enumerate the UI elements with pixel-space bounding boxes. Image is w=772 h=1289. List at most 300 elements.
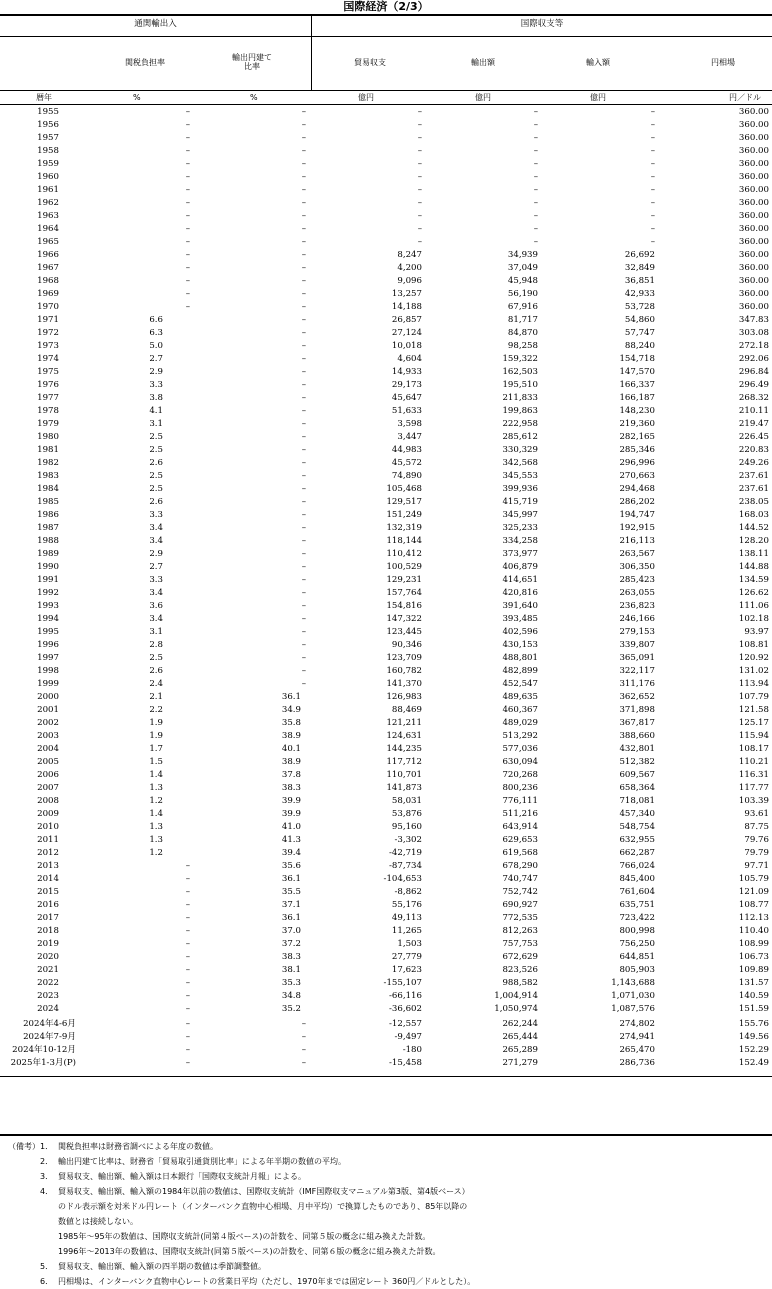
cell-year: 1963 bbox=[37, 211, 59, 221]
cell-yen-ratio: – bbox=[301, 146, 306, 156]
note-number: 1． bbox=[40, 1142, 54, 1151]
table-row bbox=[0, 665, 772, 678]
table-row bbox=[0, 340, 772, 353]
cell-tariff: – bbox=[185, 1045, 190, 1055]
cell-imports: 32,849 bbox=[624, 263, 655, 273]
cell-exports: 391,640 bbox=[502, 601, 538, 611]
cell-yen-ratio: 37.0 bbox=[281, 926, 301, 936]
cell-fx: 296.84 bbox=[738, 367, 769, 377]
cell-trade-balance: 123,445 bbox=[386, 627, 422, 637]
cell-year: 2013 bbox=[37, 861, 59, 871]
note-text: 貿易収支、輸出額、輸入額の四半期の数値は季節調整値。 bbox=[58, 1262, 266, 1271]
cell-yen-ratio: – bbox=[301, 1019, 306, 1029]
cell-yen-ratio: 36.1 bbox=[281, 874, 301, 884]
cell-fx: 121.58 bbox=[738, 705, 769, 715]
unit-yen-ratio: % bbox=[250, 93, 258, 102]
cell-yen-ratio: – bbox=[301, 302, 306, 312]
table-row bbox=[0, 769, 772, 782]
cell-tariff: 3.8 bbox=[149, 393, 163, 403]
cell-yen-ratio: – bbox=[301, 315, 306, 325]
cell-yen-ratio: – bbox=[301, 523, 306, 533]
note-text: 関税負担率は財務省調べによる年度の数値。 bbox=[58, 1142, 218, 1151]
cell-tariff: 2.5 bbox=[149, 653, 163, 663]
cell-exports: 414,651 bbox=[502, 575, 538, 585]
cell-tariff: – bbox=[185, 965, 190, 975]
cell-yen-ratio: – bbox=[301, 627, 306, 637]
cell-exports: 1,050,974 bbox=[494, 1004, 538, 1014]
cell-exports: 752,742 bbox=[502, 887, 538, 897]
cell-tariff: 2.9 bbox=[149, 367, 163, 377]
cell-yen-ratio: – bbox=[301, 562, 306, 572]
cell-imports: 294,468 bbox=[619, 484, 655, 494]
cell-exports: 488,801 bbox=[502, 653, 538, 663]
cell-fx: 220.83 bbox=[738, 445, 769, 455]
cell-fx: 360.00 bbox=[738, 211, 769, 221]
table-top-rule bbox=[0, 14, 772, 16]
cell-yen-ratio: – bbox=[301, 575, 306, 585]
cell-trade-balance: 110,412 bbox=[386, 549, 422, 559]
cell-trade-balance: 141,370 bbox=[386, 679, 422, 689]
cell-exports: 629,653 bbox=[502, 835, 538, 845]
cell-fx: 113.94 bbox=[738, 679, 769, 689]
cell-imports: 274,802 bbox=[619, 1019, 655, 1029]
cell-exports: 420,816 bbox=[502, 588, 538, 598]
cell-trade-balance: 13,257 bbox=[391, 289, 422, 299]
table-row bbox=[0, 119, 772, 132]
table-row bbox=[0, 834, 772, 847]
table-row bbox=[0, 795, 772, 808]
cell-imports: – bbox=[650, 120, 655, 130]
cell-year: 1980 bbox=[37, 432, 59, 442]
cell-year: 1961 bbox=[37, 185, 59, 195]
cell-tariff: – bbox=[185, 198, 190, 208]
cell-fx: 93.97 bbox=[744, 627, 769, 637]
cell-tariff: – bbox=[185, 978, 190, 988]
cell-tariff: – bbox=[185, 224, 190, 234]
cell-tariff: 3.3 bbox=[149, 575, 163, 585]
table-row bbox=[0, 249, 772, 262]
cell-trade-balance: 49,113 bbox=[391, 913, 422, 923]
cell-year: 1987 bbox=[37, 523, 59, 533]
unit-row-rule bbox=[0, 104, 772, 105]
cell-imports: 432,801 bbox=[619, 744, 655, 754]
cell-imports: 367,817 bbox=[619, 718, 655, 728]
cell-fx: 360.00 bbox=[738, 237, 769, 247]
cell-year: 1998 bbox=[37, 666, 59, 676]
cell-fx: 360.00 bbox=[738, 146, 769, 156]
cell-tariff: – bbox=[185, 172, 190, 182]
cell-exports: 800,236 bbox=[502, 783, 538, 793]
table-row bbox=[0, 678, 772, 691]
cell-year: 1955 bbox=[37, 107, 59, 117]
cell-exports: 81,717 bbox=[507, 315, 538, 325]
cell-fx: 87.75 bbox=[744, 822, 769, 832]
cell-tariff: 2.8 bbox=[149, 640, 163, 650]
table-row bbox=[0, 496, 772, 509]
cell-yen-ratio: – bbox=[301, 367, 306, 377]
cell-trade-balance: 74,890 bbox=[391, 471, 422, 481]
cell-imports: 457,340 bbox=[619, 809, 655, 819]
quarter-row bbox=[0, 1044, 772, 1057]
cell-tariff: 2.7 bbox=[149, 562, 163, 572]
cell-year: 2010 bbox=[37, 822, 59, 832]
cell-imports: 388,660 bbox=[619, 731, 655, 741]
cell-trade-balance: 27,779 bbox=[391, 952, 422, 962]
cell-tariff: 2.9 bbox=[149, 549, 163, 559]
cell-year: 2000 bbox=[37, 692, 59, 702]
cell-year: 1981 bbox=[37, 445, 59, 455]
quarter-row bbox=[0, 1018, 772, 1031]
cell-year: 1965 bbox=[37, 237, 59, 247]
cell-exports: 345,997 bbox=[502, 510, 538, 520]
cell-imports: 148,230 bbox=[619, 406, 655, 416]
cell-exports: 823,526 bbox=[502, 965, 538, 975]
cell-fx: 360.00 bbox=[738, 263, 769, 273]
cell-year: 1986 bbox=[37, 510, 59, 520]
cell-imports: – bbox=[650, 185, 655, 195]
cell-year: 1974 bbox=[37, 354, 59, 364]
cell-trade-balance: 3,447 bbox=[397, 432, 422, 442]
cell-tariff: 1.2 bbox=[149, 796, 163, 806]
cell-imports: 57,747 bbox=[624, 328, 655, 338]
table-row bbox=[0, 418, 772, 431]
cell-tariff: – bbox=[185, 939, 190, 949]
cell-imports: – bbox=[650, 146, 655, 156]
cell-tariff: 2.4 bbox=[149, 679, 163, 689]
cell-trade-balance: 55,176 bbox=[391, 900, 422, 910]
cell-exports: 285,612 bbox=[502, 432, 538, 442]
cell-trade-balance: – bbox=[417, 211, 422, 221]
cell-exports: 265,444 bbox=[502, 1032, 538, 1042]
header-yen-ratio-line1: 輸出円建て bbox=[232, 53, 272, 62]
cell-yen-ratio: – bbox=[301, 1032, 306, 1042]
cell-exports: 325,233 bbox=[502, 523, 538, 533]
cell-tariff: 3.4 bbox=[149, 536, 163, 546]
cell-fx: 102.18 bbox=[738, 614, 769, 624]
cell-trade-balance: 90,346 bbox=[391, 640, 422, 650]
cell-yen-ratio: – bbox=[301, 172, 306, 182]
cell-tariff: 1.3 bbox=[149, 835, 163, 845]
notes-section bbox=[8, 1139, 768, 1289]
cell-fx: 168.03 bbox=[738, 510, 769, 520]
cell-year: 1991 bbox=[37, 575, 59, 585]
note-text: 円相場は、インターバンク直物中心レートの営業日平均（ただし、1970年までは固定レート 360円／ドルとした）。 bbox=[58, 1277, 476, 1286]
cell-yen-ratio: – bbox=[301, 510, 306, 520]
cell-year: 2020 bbox=[37, 952, 59, 962]
cell-exports: 460,367 bbox=[502, 705, 538, 715]
cell-yen-ratio: – bbox=[301, 185, 306, 195]
cell-yen-ratio: – bbox=[301, 133, 306, 143]
table-row bbox=[0, 899, 772, 912]
table-row bbox=[0, 756, 772, 769]
cell-tariff: – bbox=[185, 926, 190, 936]
header-tariff: 関税負担率 bbox=[125, 58, 165, 67]
table-row bbox=[0, 470, 772, 483]
cell-imports: 311,176 bbox=[619, 679, 655, 689]
cell-imports: 274,941 bbox=[619, 1032, 655, 1042]
cell-exports: – bbox=[533, 172, 538, 182]
cell-exports: 489,029 bbox=[502, 718, 538, 728]
cell-yen-ratio: – bbox=[301, 393, 306, 403]
cell-fx: 103.39 bbox=[738, 796, 769, 806]
cell-trade-balance: -9,497 bbox=[394, 1032, 422, 1042]
cell-exports: 393,485 bbox=[502, 614, 538, 624]
cell-yen-ratio: 35.6 bbox=[281, 861, 301, 871]
header-bottom-rule bbox=[0, 90, 772, 91]
cell-fx: 97.71 bbox=[744, 861, 769, 871]
cell-yen-ratio: – bbox=[301, 679, 306, 689]
cell-trade-balance: 95,160 bbox=[391, 822, 422, 832]
cell-trade-balance: 129,517 bbox=[386, 497, 422, 507]
cell-imports: 362,652 bbox=[619, 692, 655, 702]
table-row bbox=[0, 886, 772, 899]
cell-fx: 144.88 bbox=[738, 562, 769, 572]
cell-trade-balance: 10,018 bbox=[391, 341, 422, 351]
cell-tariff: – bbox=[185, 237, 190, 247]
cell-imports: 26,692 bbox=[624, 250, 655, 260]
cell-trade-balance: 144,235 bbox=[386, 744, 422, 754]
cell-imports: 194,747 bbox=[619, 510, 655, 520]
cell-fx: 131.57 bbox=[738, 978, 769, 988]
table-row bbox=[0, 184, 772, 197]
cell-trade-balance: 154,816 bbox=[386, 601, 422, 611]
cell-exports: 373,977 bbox=[502, 549, 538, 559]
cell-fx: 360.00 bbox=[738, 133, 769, 143]
cell-tariff: 3.4 bbox=[149, 588, 163, 598]
cell-fx: 303.08 bbox=[738, 328, 769, 338]
cell-year: 1996 bbox=[37, 640, 59, 650]
cell-imports: – bbox=[650, 133, 655, 143]
cell-tariff: 1.3 bbox=[149, 783, 163, 793]
cell-year: 1976 bbox=[37, 380, 59, 390]
table-row bbox=[0, 561, 772, 574]
cell-trade-balance: 4,604 bbox=[397, 354, 422, 364]
table-row bbox=[0, 327, 772, 340]
cell-imports: 147,570 bbox=[619, 367, 655, 377]
cell-tariff: 5.0 bbox=[149, 341, 163, 351]
cell-fx: 125.17 bbox=[738, 718, 769, 728]
cell-yen-ratio: 41.3 bbox=[281, 835, 301, 845]
cell-year: 1967 bbox=[37, 263, 59, 273]
cell-exports: 222,958 bbox=[502, 419, 538, 429]
cell-fx: 226.45 bbox=[738, 432, 769, 442]
cell-trade-balance: 124,631 bbox=[386, 731, 422, 741]
cell-year: 2005 bbox=[37, 757, 59, 767]
cell-imports: 282,165 bbox=[619, 432, 655, 442]
cell-year: 1971 bbox=[37, 315, 59, 325]
cell-imports: 662,287 bbox=[619, 848, 655, 858]
cell-fx: 134.59 bbox=[738, 575, 769, 585]
cell-exports: 34,939 bbox=[507, 250, 538, 260]
cell-year: 1977 bbox=[37, 393, 59, 403]
cell-year: 1962 bbox=[37, 198, 59, 208]
cell-trade-balance: -3,302 bbox=[394, 835, 422, 845]
note-text: 1996年～2013年の数値は、国際収支統計(同第５版ベース)の計数を、同第６版の概念に組み換えた計数。 bbox=[58, 1247, 441, 1256]
cell-imports: 270,663 bbox=[619, 471, 655, 481]
table-row bbox=[0, 210, 772, 223]
cell-imports: 1,071,030 bbox=[611, 991, 655, 1001]
table-row bbox=[0, 613, 772, 626]
cell-imports: 154,718 bbox=[619, 354, 655, 364]
cell-yen-ratio: 40.1 bbox=[281, 744, 301, 754]
cell-fx: 140.59 bbox=[738, 991, 769, 1001]
cell-fx: 93.61 bbox=[744, 809, 769, 819]
cell-exports: 415,719 bbox=[502, 497, 538, 507]
cell-exports: 56,190 bbox=[507, 289, 538, 299]
cell-yen-ratio: – bbox=[301, 484, 306, 494]
cell-fx: 109.89 bbox=[738, 965, 769, 975]
cell-tariff: 2.5 bbox=[149, 432, 163, 442]
cell-imports: 263,567 bbox=[619, 549, 655, 559]
cell-imports: 263,055 bbox=[619, 588, 655, 598]
cell-year: 2012 bbox=[37, 848, 59, 858]
cell-tariff: 2.5 bbox=[149, 484, 163, 494]
cell-tariff: 4.1 bbox=[149, 406, 163, 416]
cell-yen-ratio: – bbox=[301, 666, 306, 676]
cell-imports: 1,087,576 bbox=[611, 1004, 655, 1014]
cell-year: 2008 bbox=[37, 796, 59, 806]
table-row bbox=[0, 964, 772, 977]
cell-exports: – bbox=[533, 224, 538, 234]
cell-imports: 322,117 bbox=[619, 666, 655, 676]
cell-trade-balance: -180 bbox=[402, 1045, 422, 1055]
cell-fx: 121.09 bbox=[738, 887, 769, 897]
cell-imports: 800,998 bbox=[619, 926, 655, 936]
table-row bbox=[0, 483, 772, 496]
cell-year: 1988 bbox=[37, 536, 59, 546]
cell-exports: – bbox=[533, 146, 538, 156]
table-row bbox=[0, 821, 772, 834]
cell-fx: 149.56 bbox=[738, 1032, 769, 1042]
cell-year: 2016 bbox=[37, 900, 59, 910]
cell-exports: – bbox=[533, 211, 538, 221]
cell-year: 1983 bbox=[37, 471, 59, 481]
cell-trade-balance: -104,653 bbox=[383, 874, 422, 884]
cell-tariff: 3.4 bbox=[149, 614, 163, 624]
table-row bbox=[0, 717, 772, 730]
table-row bbox=[0, 145, 772, 158]
cell-yen-ratio: – bbox=[301, 263, 306, 273]
cell-yen-ratio: – bbox=[301, 1045, 306, 1055]
cell-imports: 761,604 bbox=[619, 887, 655, 897]
cell-trade-balance: 14,933 bbox=[391, 367, 422, 377]
notes-heading: （備考） bbox=[8, 1142, 40, 1151]
cell-year: 1978 bbox=[37, 406, 59, 416]
note-line bbox=[8, 1139, 768, 1154]
cell-trade-balance: 129,231 bbox=[386, 575, 422, 585]
cell-year: 1995 bbox=[37, 627, 59, 637]
cell-year: 1989 bbox=[37, 549, 59, 559]
table-bottom-rule bbox=[0, 1134, 772, 1136]
cell-fx: 360.00 bbox=[738, 198, 769, 208]
cell-imports: 216,113 bbox=[619, 536, 655, 546]
cell-tariff: 1.3 bbox=[149, 822, 163, 832]
table-row bbox=[0, 691, 772, 704]
cell-exports: 399,936 bbox=[502, 484, 538, 494]
cell-trade-balance: 44,983 bbox=[391, 445, 422, 455]
table-row bbox=[0, 704, 772, 717]
cell-trade-balance: 1,503 bbox=[397, 939, 422, 949]
cell-exports: 345,553 bbox=[502, 471, 538, 481]
cell-year: 1982 bbox=[37, 458, 59, 468]
unit-exports: 億円 bbox=[475, 93, 491, 102]
table-row bbox=[0, 223, 772, 236]
cell-year: 1975 bbox=[37, 367, 59, 377]
cell-yen-ratio: 36.1 bbox=[281, 913, 301, 923]
unit-imports: 億円 bbox=[590, 93, 606, 102]
cell-yen-ratio: – bbox=[301, 406, 306, 416]
cell-trade-balance: 53,876 bbox=[391, 809, 422, 819]
cell-year: 1958 bbox=[37, 146, 59, 156]
cell-fx: 360.00 bbox=[738, 159, 769, 169]
cell-imports: 756,250 bbox=[619, 939, 655, 949]
cell-imports: 718,081 bbox=[619, 796, 655, 806]
table-row bbox=[0, 587, 772, 600]
cell-yen-ratio: 39.9 bbox=[281, 809, 301, 819]
cell-trade-balance: 147,322 bbox=[386, 614, 422, 624]
cell-imports: 279,153 bbox=[619, 627, 655, 637]
cell-imports: 36,851 bbox=[624, 276, 655, 286]
cell-year: 1956 bbox=[37, 120, 59, 130]
table-row bbox=[0, 730, 772, 743]
table-row bbox=[0, 262, 772, 275]
cell-tariff: – bbox=[185, 211, 190, 221]
cell-yen-ratio: 34.8 bbox=[281, 991, 301, 1001]
cell-imports: 285,423 bbox=[619, 575, 655, 585]
cell-exports: 776,111 bbox=[502, 796, 538, 806]
cell-fx: 105.79 bbox=[738, 874, 769, 884]
cell-trade-balance: – bbox=[417, 159, 422, 169]
cell-trade-balance: 126,983 bbox=[386, 692, 422, 702]
cell-exports: 577,036 bbox=[502, 744, 538, 754]
cell-trade-balance: -15,458 bbox=[389, 1058, 422, 1068]
cell-fx: 360.00 bbox=[738, 276, 769, 286]
cell-imports: – bbox=[650, 107, 655, 117]
cell-yen-ratio: 41.0 bbox=[281, 822, 301, 832]
cell-tariff: – bbox=[185, 861, 190, 871]
cell-fx: 126.62 bbox=[738, 588, 769, 598]
cell-exports: – bbox=[533, 159, 538, 169]
cell-yen-ratio: – bbox=[301, 341, 306, 351]
cell-year: 2003 bbox=[37, 731, 59, 741]
cell-imports: 365,091 bbox=[619, 653, 655, 663]
cell-yen-ratio: 37.2 bbox=[281, 939, 301, 949]
cell-trade-balance: – bbox=[417, 146, 422, 156]
cell-exports: 630,094 bbox=[502, 757, 538, 767]
cell-exports: 37,049 bbox=[507, 263, 538, 273]
cell-imports: 286,202 bbox=[619, 497, 655, 507]
note-line bbox=[8, 1184, 768, 1199]
cell-fx: 296.49 bbox=[738, 380, 769, 390]
cell-tariff: – bbox=[185, 289, 190, 299]
cell-exports: 342,568 bbox=[502, 458, 538, 468]
cell-fx: 347.83 bbox=[738, 315, 769, 325]
cell-tariff: 2.5 bbox=[149, 471, 163, 481]
cell-imports: 306,350 bbox=[619, 562, 655, 572]
cell-year: 2019 bbox=[37, 939, 59, 949]
cell-imports: – bbox=[650, 172, 655, 182]
table-row bbox=[0, 171, 772, 184]
cell-fx: 219.47 bbox=[738, 419, 769, 429]
cell-exports: 159,322 bbox=[502, 354, 538, 364]
cell-fx: 112.13 bbox=[738, 913, 769, 923]
cell-year: 2002 bbox=[37, 718, 59, 728]
quarter-row bbox=[0, 1057, 772, 1070]
cell-imports: – bbox=[650, 237, 655, 247]
cell-exports: – bbox=[533, 120, 538, 130]
cell-fx: 107.79 bbox=[738, 692, 769, 702]
cell-imports: 53,728 bbox=[624, 302, 655, 312]
